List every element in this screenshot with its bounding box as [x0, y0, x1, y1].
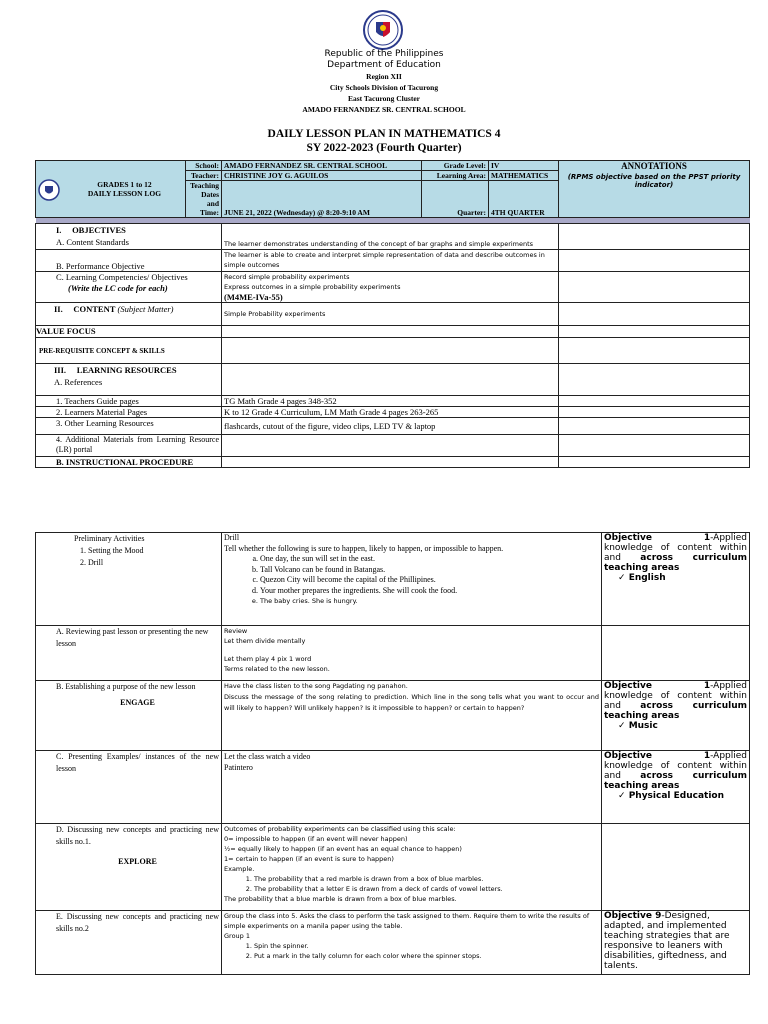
review-line: Let them play 4 pix 1 word [224, 655, 312, 663]
present-label: C. Presenting Examples/ instances of the new lesson [36, 751, 222, 824]
grade-level-label: Grade Level: [422, 161, 489, 171]
drill-item: b. Tall Volcano can be found in Batangas. [260, 565, 599, 576]
competencies-cell [36, 272, 222, 303]
performance-value: The learner is able to create and interpret simple representation of data and describe outcomes in simple outcomes [222, 250, 559, 272]
tg-label: 1. Teachers Guide pages [36, 396, 222, 407]
lesson-log-table [35, 160, 750, 468]
division-line: City Schools Division of Tacurong [329, 83, 439, 92]
additional-materials-label: 4. Additional Materials from Learning Resource (LR) portal [36, 435, 222, 457]
annotations-title: ANNOTATIONS [621, 161, 687, 171]
objectives-cell [36, 224, 222, 250]
deped-seal-logo [363, 10, 403, 50]
other-resources-label: 3. Other Learning Resources [36, 418, 222, 435]
drill-item: d. Your mother prepares the ingredients. She will cook the food. [260, 586, 599, 597]
present-line: Patintero [224, 763, 253, 772]
ann-subject: Physical Education [628, 791, 725, 801]
competencies-label: C. Learning Competencies/ Objectives [56, 272, 188, 282]
learning-area-label: Learning Area: [422, 171, 489, 181]
performance-label: B. Performance Objective [36, 250, 222, 272]
procedure-table [35, 532, 750, 975]
objectives-heading: OBJECTIVES [72, 225, 126, 235]
group-task-item: 1. Spin the spinner. [254, 941, 599, 951]
prelim-list [74, 545, 219, 569]
review-line: Terms related to the new lesson. [224, 665, 330, 673]
page-title: DAILY LESSON PLAN IN MATHEMATICS 4 [267, 128, 501, 140]
dates-label: Teaching Dates and Time: [186, 181, 222, 218]
ann-subject: Music [628, 721, 658, 731]
department-line: Department of Education [327, 60, 441, 70]
quarter-label: Quarter: [422, 181, 489, 218]
discuss1-cell [36, 824, 222, 911]
competency-2: Express outcomes in a simple probability experiments [224, 283, 401, 291]
engage-label: ENGAGE [120, 698, 155, 707]
review-line: Let them divide mentally [224, 637, 306, 645]
teacher-label: Teacher: [186, 171, 222, 181]
school-line: AMADO FERNANDEZ SR. CENTRAL SCHOOL [302, 105, 466, 114]
content-standards-label: A. Content Standards [56, 237, 129, 247]
annotation-music: Objective 1-Applied knowledge of content within and across curriculum teaching areas ✓ Music [602, 681, 750, 751]
annotation-objective-9: Objective 9-Designed, adapted, and implemented teaching strategies that are responsive to leaners with disabilities, giftedness, and talents. [602, 911, 750, 975]
drill-item: c. Quezon City will become the capital of the Phillipines. [260, 575, 599, 586]
procedure-label: B. INSTRUCTIONAL PROCEDURE [36, 457, 222, 468]
review-label: A. Reviewing past lesson or presenting the new lesson [36, 626, 222, 681]
annotations-note: (RPMS objective based on the PPST priority indicator) [567, 173, 741, 189]
review-cell [222, 626, 602, 681]
competencies-note: (Write the LC code for each) [68, 283, 168, 293]
content-note: (Subject Matter) [117, 304, 174, 314]
group-task-list [224, 941, 599, 961]
school-value: AMADO FERNANDEZ SR. CENTRAL SCHOOL [222, 161, 422, 171]
quarter-value: 4TH QUARTER [489, 181, 559, 218]
content-value: Simple Probability experiments [222, 303, 559, 326]
discuss2-value-cell: Group the class into 5. Asks the class to perform the task assigned to them. Require them to write the results of simple experiments on a manila paper using the table. Group 1 1. Spin the spinner. 2. Put a mark in the tally column for each color where the spinner stops. [222, 911, 602, 975]
dll-label: DAILY LESSON LOG [87, 189, 162, 198]
prelim-cell [36, 533, 222, 626]
learning-area-value: MATHEMATICS [489, 171, 559, 181]
annotation-empty [559, 303, 750, 326]
example-item: 2. The probability that a letter E is drawn from a deck of cards of vowel letters. [254, 884, 599, 894]
cluster-line: East Tacurong Cluster [348, 94, 420, 103]
drill-title: Drill [224, 533, 240, 542]
content-standards-value: The learner demonstrates understanding of the concept of bar graphs and simple experiments [222, 224, 559, 250]
competency-code: (M4ME-IVa-55) [224, 292, 283, 302]
discuss2-label: E. Discussing new concepts and practicing new skills no.2 [36, 911, 222, 975]
lm-value: K to 12 Grade 4 Curriculum, LM Math Grade 4 pages 263-265 [222, 407, 559, 418]
content-heading: CONTENT [73, 304, 116, 314]
dll-header-cell [36, 161, 186, 218]
drill-item: a. One day, the sun will set in the east. [260, 554, 599, 565]
ann-subject: English [628, 573, 666, 583]
purpose-line: Have the class listen to the song Pagdating ng panahon. [224, 682, 408, 690]
review-line: Review [224, 627, 248, 635]
annotations-header [559, 161, 750, 218]
school-year: SY 2022-2023 (Fourth Quarter) [306, 142, 462, 154]
grades-label: GRADES 1 to 12 [97, 180, 152, 189]
competency-1: Record simple probability experiments [224, 273, 350, 281]
content-num: II. [54, 304, 63, 314]
school-label: School: [186, 161, 222, 171]
present-line: Let the class watch a video [224, 752, 311, 761]
purpose-label: B. Establishing a purpose of the new lesson [56, 682, 196, 691]
drill-list [224, 554, 599, 606]
purpose-line: Discuss the message of the song relating to prediction. Which line in the song tells what you want to occur and will likely to happen? Will unlikely happen? Is it impossible to happen? or certain to happen? [224, 693, 599, 712]
objectives-num: I. [56, 225, 62, 235]
lm-label: 2. Learners Material Pages [36, 407, 222, 418]
example-list [224, 874, 599, 894]
tg-value: TG Math Grade 4 pages 348-352 [222, 396, 559, 407]
annotation-pe: Objective 1-Applied knowledge of content within and across curriculum teaching areas ✓ Physical Education [602, 751, 750, 824]
explore-label: EXPLORE [118, 857, 157, 866]
prelim-label: Preliminary Activities [74, 534, 145, 543]
discuss1-value-cell: Outcomes of probability experiments can be classified using this scale: 0= impossible to happen (if an event will never happen) ½= equally likely to happen (if an event has an equal chance to happen) 1= certain to happen (if an event is sure to happen) Example. 1. The probability that a red marble is drawn from a box of blue marbles. 2. The probability that a letter E is drawn from a deck of cards of vowel letters. The probability that a blue marble is drawn from a box of blue marbles. [222, 824, 602, 911]
present-cell [222, 751, 602, 824]
competencies-value-cell [222, 272, 559, 303]
resources-num: III. [54, 365, 67, 375]
drill-item: e. The baby cries. She is hungry. [260, 596, 599, 606]
group-task-item: 2. Put a mark in the tally column for each color where the spinner stops. [254, 951, 599, 961]
purpose-cell [36, 681, 222, 751]
teacher-value: CHRISTINE JOY G. AGUILOS [222, 171, 422, 181]
annotation-english: Objective 1-Applied knowledge of content within and across curriculum teaching areas ✓ English [602, 533, 750, 626]
annotation-empty [559, 250, 750, 272]
resources-heading: LEARNING RESOURCES [76, 365, 177, 375]
deped-small-seal-logo [38, 179, 60, 201]
ann-objective: Objective 1 [604, 533, 711, 543]
annotation-empty [559, 272, 750, 303]
prereq-label: PRE-REQUISITE CONCEPT & SKILLS [36, 338, 222, 364]
other-resources-value: flashcards, cutout of the figure, video clips, LED TV & laptop [222, 418, 559, 435]
resources-cell [36, 364, 222, 396]
region-line: Region XII [366, 72, 402, 81]
dates-value: JUNE 21, 2022 (Wednesday) @ 8:20-9:10 AM [222, 181, 422, 218]
content-cell [36, 303, 222, 326]
annotation-empty [559, 224, 750, 250]
discuss1-label: D. Discussing new concepts and practicing new skills no.1. [56, 825, 219, 846]
republic-line: Republic of the Philippines [324, 49, 444, 59]
drill-instructions: Tell whether the following is sure to happen, likely to happen, or impossible to happen. [224, 543, 504, 553]
references-label: A. References [54, 377, 103, 387]
prelim-item: 2. Drill [88, 557, 219, 569]
example-item: 1. The probability that a red marble is drawn from a box of blue marbles. [254, 874, 599, 884]
purpose-value-cell [222, 681, 602, 751]
drill-cell [222, 533, 602, 626]
prelim-item: 1. Setting the Mood [88, 545, 219, 557]
grade-level-value: IV [489, 161, 559, 171]
value-focus-label: VALUE FOCUS [36, 326, 222, 338]
